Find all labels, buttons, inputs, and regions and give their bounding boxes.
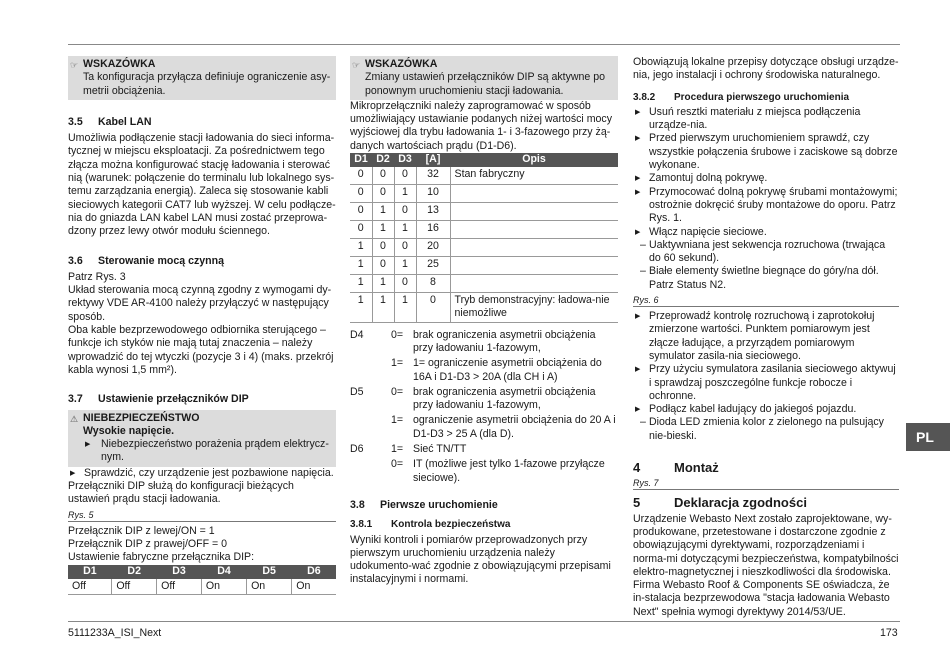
note-text: Ta konfiguracja przyłącza definiuje ograniczenie asy-metrii obciążenia. bbox=[83, 71, 331, 97]
note-hand-icon: ☞ bbox=[352, 60, 361, 70]
legend-text: brak ograniczenia asymetrii obciążenia przy ładowaniu 1-fazowym, bbox=[413, 328, 596, 354]
table-cell: Tryb demonstracyjny: ładowa-nie niemożliwe bbox=[450, 293, 618, 323]
legend-item bbox=[350, 357, 618, 384]
table-header: D3 bbox=[394, 153, 416, 167]
paragraph: Układ sterowania mocą czynną zgodny z wymogami dy-rektywy VDE AR-4100 należy przyłączyć w następujący sposób. bbox=[68, 284, 332, 323]
section-heading: 5 Deklaracja zgodności bbox=[633, 495, 807, 511]
dip-factory-table bbox=[68, 565, 336, 595]
table-cell: On bbox=[201, 579, 246, 595]
section-heading: 4 Montaż bbox=[633, 460, 719, 476]
paragraph: Wyniki kontroli i pomiarów przeprowadzonych przy pierwszym uruchomieniu urządzenia należy udokumento-wać zgodnie z obowiązującymi przepisami instalacyjnymi i normami. bbox=[350, 533, 611, 586]
paragraph: Przełącznik DIP z lewej/ON = 1 bbox=[68, 524, 215, 537]
figure-ref: Rys. 6 bbox=[633, 294, 899, 307]
table-cell: 0 bbox=[350, 203, 372, 221]
result-item: – Dioda LED zmienia kolor z zielonego na pulsujący nie-bieski. bbox=[633, 416, 899, 443]
table-cell: 0 bbox=[394, 275, 416, 293]
legend-value: 0= bbox=[391, 385, 404, 398]
table-cell: 0 bbox=[372, 185, 394, 203]
paragraph: Obowiązują lokalne przepisy dotyczące obsługi urządze-nia, jego instalacji i ochrony środowiska naturalnego. bbox=[633, 56, 899, 82]
paragraph: Patrz Rys. 3 bbox=[68, 270, 126, 283]
subsection-heading: 3.8.2 Procedura pierwszego uruchomienia bbox=[633, 91, 850, 103]
table-row bbox=[350, 167, 618, 185]
table-header: [A] bbox=[416, 153, 450, 167]
table-cell bbox=[450, 221, 618, 239]
table-header: D1 bbox=[350, 153, 372, 167]
table-cell: 0 bbox=[372, 239, 394, 257]
step-item: ▶ Usuń resztki materiału z miejsca podłączenia urządze-nia. bbox=[633, 106, 899, 133]
paragraph: Firma Webasto Roof & Components SE oświadcza, że in-stalacja bezprzewodowa "stacja ładowania Webasto Next" spełnia wymogi dyrektywy 2014/53/UE. bbox=[633, 579, 890, 618]
paragraph: Mikroprzełączniki należy zaprogramować w sposób umożliwiający ustawianie podanych niżej wartości mocy wyjściowej dla trybu ładowania 1- i 3-fazowego przy żą-danych wartościach prądu (D1-D6). bbox=[350, 99, 613, 152]
table-cell: 13 bbox=[416, 203, 450, 221]
warning-triangle-icon: ⚠ bbox=[70, 413, 79, 424]
table-row bbox=[350, 221, 618, 239]
table-cell: On bbox=[292, 579, 336, 595]
legend-item bbox=[350, 443, 618, 456]
table-row bbox=[350, 239, 618, 257]
step-item: ▶ Przeprowadź kontrolę rozruchową i zaprotokołuj zmierzone wartości. Punktem pomiarowym jest złącze ładujące, a przyrządem pomiarowym symulator zasila-nia sieciowego. bbox=[633, 310, 899, 363]
note-title: WSKAZÓWKA bbox=[365, 58, 438, 70]
table-cell: On bbox=[247, 579, 292, 595]
result-list bbox=[633, 416, 899, 443]
danger-item: ▶ Niebezpieczeństwo porażenia prądem elektrycz-nym. bbox=[83, 438, 332, 465]
section-heading: 3.7 Ustawienie przełączników DIP bbox=[68, 393, 249, 406]
step-item: ▶ Zamontuj dolną pokrywę. bbox=[633, 172, 899, 185]
table-cell: 1 bbox=[394, 221, 416, 239]
paragraph: Oba kable bezprzewodowego odbiornika sterującego – funkcje ich styków nie mają tutaj znaczenia – należy wprowadzić do tej wtyczki (pozycje 3 i 4) (maks. przekrój kabla wynosi 1,5 mm²). bbox=[68, 324, 334, 376]
table-cell: 1 bbox=[350, 275, 372, 293]
table-cell bbox=[450, 203, 618, 221]
subsection-heading: 3.8.1 Kontrola bezpieczeństwa bbox=[350, 519, 511, 531]
legend-text: Sieć TN/TT bbox=[413, 443, 467, 456]
step-item: ▶ Przy użyciu symulatora zasilania sieciowego aktywuj i sprawdzaj poszczególne funkcje robocze i ochronne. bbox=[633, 363, 899, 403]
section-heading: 3.5 Kabel LAN bbox=[68, 115, 152, 128]
table-cell: 1 bbox=[394, 293, 416, 323]
table-cell: 1 bbox=[372, 293, 394, 323]
legend-item bbox=[350, 329, 618, 356]
note-hand-icon: ☞ bbox=[70, 60, 79, 70]
table-cell: 0 bbox=[394, 167, 416, 185]
table-header: D2 bbox=[112, 565, 157, 579]
language-tab: PL bbox=[906, 423, 950, 451]
table-cell bbox=[450, 239, 618, 257]
footer-page-number: 173 bbox=[880, 627, 898, 639]
table-row bbox=[350, 293, 618, 323]
paragraph: Przełącznik DIP z prawej/OFF = 0 bbox=[68, 537, 228, 550]
legend-value: 1= bbox=[391, 443, 404, 456]
column-3 bbox=[633, 56, 899, 619]
table-cell: 0 bbox=[372, 167, 394, 185]
result-list bbox=[633, 239, 899, 292]
check-step: ▶ Sprawdzić, czy urządzenie jest pozbawione napięcia. bbox=[68, 467, 336, 480]
danger-title: NIEBEZPIECZEŃSTWO bbox=[83, 411, 200, 424]
footer-doc-id: 5111233A_ISI_Next bbox=[68, 627, 162, 639]
note-text: Zmiany ustawień przełączników DIP są aktywne po ponownym uruchomieniu stacji ładowania. bbox=[365, 71, 606, 97]
table-cell: 0 bbox=[350, 185, 372, 203]
table-header: D1 bbox=[68, 565, 112, 579]
step-item: ▶ Włącz napięcie sieciowe. bbox=[633, 226, 899, 239]
table-cell: 1 bbox=[394, 185, 416, 203]
note-box bbox=[350, 56, 618, 100]
table-cell: 20 bbox=[416, 239, 450, 257]
table-cell: Stan fabryczny bbox=[450, 167, 618, 185]
step-item: ▶ Podłącz kabel ładujący do jakiegoś pojazdu. bbox=[633, 403, 899, 416]
dip-current-table bbox=[350, 153, 618, 323]
bottom-rule bbox=[68, 621, 900, 622]
legend-key: D5 bbox=[350, 385, 364, 398]
table-row bbox=[350, 185, 618, 203]
table-header: D6 bbox=[292, 565, 336, 579]
legend-value: 1= bbox=[391, 357, 404, 370]
table-cell: 10 bbox=[416, 185, 450, 203]
dip-legend bbox=[350, 329, 618, 485]
paragraph: Urządzenie Webasto Next zostało zaprojektowane, wy-produkowane, przetestowane i dostarczone zgodnie z obowiązującymi dyrektywami, rozporządzeniami i norma-mi dotyczącymi bezpieczeństwa, kompatybilności elektro-magnetycznej i nieszkodliwości dla środowiska. bbox=[633, 512, 899, 578]
table-row bbox=[350, 203, 618, 221]
table-cell: 0 bbox=[350, 167, 372, 185]
step-list bbox=[633, 310, 899, 416]
legend-key bbox=[350, 357, 391, 384]
table-header: D2 bbox=[372, 153, 394, 167]
table-cell: 1 bbox=[350, 257, 372, 275]
result-item: – Uaktywniana jest sekwencja rozruchowa (trwająca do 60 sekund). bbox=[633, 239, 899, 266]
table-cell: 0 bbox=[350, 221, 372, 239]
table-cell: 32 bbox=[416, 167, 450, 185]
paragraph: Umożliwia podłączenie stacji ładowania do sieci informa-tycznej w miejscu eksploatacji. Za pośrednictwem tego złącza można konfigurować stację ładowania i sterować nią (warunek: połączenie do terminalu lub lokalnego sys-temu zarządzania energią). Zaleca się stosowanie kabli sieciowych kategorii CAT7 lub wyższej. W celu podłącze-nia do gniazda LAN kabel LAN musi zostać przeprowa-dzony przez lewy otwór modułu ściennego. bbox=[68, 132, 336, 238]
table-cell: 1 bbox=[372, 221, 394, 239]
legend-text: 1= ograniczenie asymetrii obciążenia do 16A i D1-D3 > 20A (dla CH i A) bbox=[413, 357, 602, 383]
step-item: ▶ Przed pierwszym uruchomieniem sprawdź, czy wszystkie połączenia śrubowe i zaciskowe są dobrze wykonane. bbox=[633, 132, 899, 172]
table-cell: 1 bbox=[372, 203, 394, 221]
table-cell: 1 bbox=[394, 257, 416, 275]
danger-subtitle: Wysokie napięcie. bbox=[83, 424, 175, 437]
section-heading: 3.8 Pierwsze uruchomienie bbox=[350, 498, 498, 511]
table-cell bbox=[450, 185, 618, 203]
step-item: ▶ Przymocować dolną pokrywę śrubami montażowymi; ostrożnie dokręcić śruby montażowe do oporu. Patrz Rys. 1. bbox=[633, 186, 899, 226]
table-cell: 1 bbox=[350, 293, 372, 323]
table-cell bbox=[450, 275, 618, 293]
top-rule bbox=[68, 44, 900, 45]
legend-key: D6 bbox=[350, 443, 364, 456]
legend-text: ograniczenie asymetrii obciążenia do 20 A i D1-D3 > 25 A (dla D). bbox=[413, 414, 616, 440]
table-cell: 0 bbox=[394, 203, 416, 221]
legend-text: brak ograniczenia asymetrii obciążenia przy ładowaniu 1-fazowym, bbox=[413, 385, 596, 412]
table-cell bbox=[450, 257, 618, 275]
paragraph: Ustawienie fabryczne przełącznika DIP: bbox=[68, 551, 255, 564]
table-cell: Off bbox=[68, 579, 112, 595]
table-cell: 16 bbox=[416, 221, 450, 239]
table-header: D3 bbox=[157, 565, 202, 579]
table-header: D4 bbox=[201, 565, 246, 579]
table-cell: 1 bbox=[372, 275, 394, 293]
legend-value: 1= bbox=[391, 414, 404, 427]
table-cell: 0 bbox=[372, 257, 394, 275]
legend-value: 0= bbox=[391, 328, 404, 341]
table-header: Opis bbox=[450, 153, 618, 167]
column-2 bbox=[350, 56, 618, 587]
legend-value: 0= bbox=[391, 458, 404, 471]
table-cell: 1 bbox=[350, 239, 372, 257]
legend-key: D4 bbox=[350, 328, 364, 341]
legend-text: IT (możliwe jest tylko 1-fazowe przyłącze sieciowe). bbox=[413, 458, 605, 484]
legend-item bbox=[350, 414, 618, 441]
paragraph: Przełączniki DIP służą do konfiguracji bieżących ustawień prądu stacji ładowania. bbox=[68, 480, 294, 506]
table-row bbox=[350, 275, 618, 293]
table-cell: 0 bbox=[416, 293, 450, 323]
table-cell: 8 bbox=[416, 275, 450, 293]
table-cell: 25 bbox=[416, 257, 450, 275]
table-header: D5 bbox=[247, 565, 292, 579]
note-title: WSKAZÓWKA bbox=[83, 58, 156, 70]
table-cell: Off bbox=[112, 579, 157, 595]
table-cell: 0 bbox=[394, 239, 416, 257]
legend-key bbox=[350, 458, 391, 485]
section-heading: 3.6 Sterowanie mocą czynną bbox=[68, 254, 224, 267]
danger-box bbox=[68, 410, 336, 467]
column-1 bbox=[68, 56, 336, 595]
figure-ref: Rys. 5 bbox=[68, 509, 336, 522]
note-box bbox=[68, 56, 336, 100]
result-item: – Białe elementy świetlne biegnące do góry/na dół. Patrz Status N2. bbox=[633, 265, 899, 292]
figure-ref: Rys. 7 bbox=[633, 477, 899, 490]
step-list bbox=[633, 106, 899, 239]
table-cell: Off bbox=[157, 579, 202, 595]
table-row bbox=[350, 257, 618, 275]
legend-key bbox=[350, 414, 391, 441]
legend-item bbox=[350, 386, 618, 413]
legend-item bbox=[350, 458, 618, 485]
